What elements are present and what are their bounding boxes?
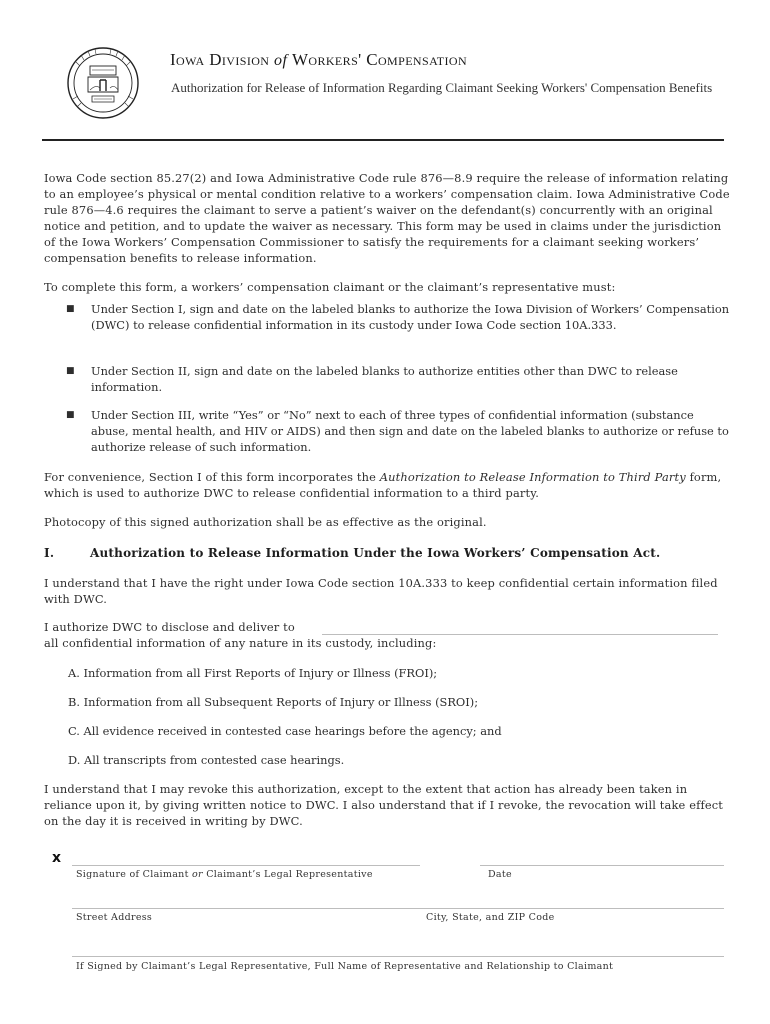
address-field[interactable]: [72, 908, 724, 909]
intro-paragraph: Iowa Code section 85.27(2) and Iowa Administrative Code rule 876—8.9 require the release of information relating to an employee’s physical or mental condition relative to a workers’ compensation claim. Iowa Administrative Code rule 876—4.6 requires the claimant to serve a patient’s waiver on the defendant(s) concurrently with an original notice and petition, and to update the waiver as necessary. This form may be used in claims under the jurisdiction of the Iowa Workers’ Compensation Commissioner to satisfy the requirements for a claimant seeking workers’ compensation benefits to release information.: [44, 171, 730, 265]
bullet-icon: ■: [66, 304, 75, 314]
revoke-paragraph: I understand that I may revoke this authorization, except to the extent that action has already been taken in reliance upon it, by giving written notice to DWC. I also understand that if I revoke, the revocation will take effect on the day it is received in writing by DWC.: [44, 782, 723, 828]
form-reference: Authorization to Release Information to Third Party: [379, 470, 686, 484]
agency-name-part2: Workers' Compensation: [291, 50, 468, 69]
convenience-text: form, which is used to authorize DWC to release confidential information to a third party.: [44, 470, 722, 500]
bullet-text: Under Section I, sign and date on the labeled blanks to authorize the Iowa Division of Workers’ Compensation (DWC) to release confidential information in its custody under Iowa Code section 10A.333.: [91, 302, 730, 332]
convenience-text: For convenience, Section I of this form incorporates the: [44, 470, 380, 484]
bullet-icon: ■: [66, 366, 75, 376]
authorize-line1: I authorize DWC to disclose and deliver to: [44, 620, 295, 634]
section-title: Authorization to Release Information Under the Iowa Workers’ Compensation Act.: [90, 546, 661, 560]
list-item: A. Information from all First Reports of Injury or Illness (FROI);: [68, 666, 438, 680]
form-title: Authorization for Release of Information Regarding Claimant Seeking Workers' Compensation Benefits: [171, 80, 713, 95]
representative-label: If Signed by Claimant’s Legal Representative, Full Name of Representative and Relationship to Claimant: [76, 961, 614, 972]
representative-field[interactable]: [72, 956, 724, 957]
signature-label: [76, 869, 373, 880]
authorize-line2: all confidential information of any nature in its custody, including:: [44, 636, 437, 650]
instructions-lead: To complete this form, a workers’ compensation claimant or the claimant’s representative must:: [44, 280, 616, 294]
signature-label-text: Signature of Claimant: [76, 869, 193, 880]
agency-name-part1: Iowa Division: [170, 50, 270, 69]
list-item: B. Information from all Subsequent Reports of Injury or Illness (SROI);: [68, 695, 479, 709]
bullet-icon: ■: [66, 410, 75, 420]
bullet-text: Under Section III, write “Yes” or “No” next to each of three types of confidential information (substance abuse, mental health, and HIV or AIDS) and then sign and date on the labeled blanks to authorize or refuse to authorize release of such information.: [91, 408, 729, 454]
signature-x-mark: x: [52, 850, 62, 866]
street-address-label: Street Address: [76, 912, 153, 923]
bullet-text: Under Section II, sign and date on the labeled blanks to authorize entities other than DWC to release information.: [91, 364, 678, 394]
photocopy-note: Photocopy of this signed authorization shall be as effective as the original.: [44, 515, 487, 529]
list-item: C. All evidence received in contested case hearings before the agency; and: [68, 724, 502, 738]
convenience-paragraph: [44, 469, 734, 501]
signature-label-or: or: [192, 869, 203, 880]
signature-field[interactable]: [72, 865, 420, 866]
agency-name-of: of: [274, 52, 288, 69]
signature-label-text: Claimant’s Legal Representative: [202, 869, 373, 880]
section-number: I.: [44, 546, 55, 560]
city-state-zip-label: City, State, and ZIP Code: [426, 912, 555, 923]
iowa-seal-logo: [66, 46, 140, 120]
understand-right: I understand that I have the right under Iowa Code section 10A.333 to keep confidential certain information filed with DWC.: [44, 576, 718, 606]
agency-name: [170, 50, 467, 70]
header-divider: [42, 139, 724, 141]
list-item: D. All transcripts from contested case hearings.: [68, 753, 345, 767]
date-label: Date: [488, 869, 512, 880]
date-field[interactable]: [480, 865, 724, 866]
